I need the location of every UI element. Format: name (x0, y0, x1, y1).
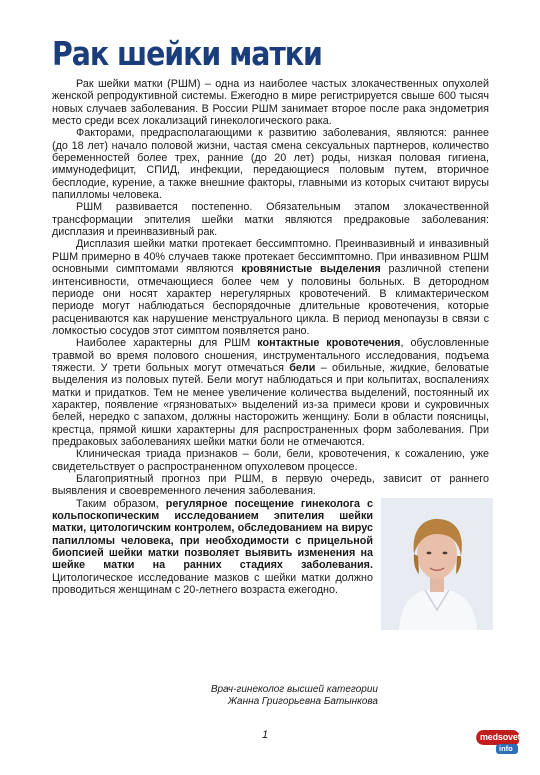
logo-sub-text: info (499, 744, 513, 753)
page-title: Рак шейки матки (52, 34, 322, 73)
paragraph-text: РШМ развивается постепенно. Обязательным этапом злокачественной трансформации эпителия шейки матки являются предраковые заболевания: дисплазия и преинвазивный рак. (52, 201, 489, 239)
page-number: 1 (262, 729, 269, 741)
emphasis-text: кровянистые выделения (241, 263, 381, 276)
paragraph-text: Рак шейки матки (РШМ) – одна из наиболее частых злокачественных опухолей женской репродуктивной системы. Ежегодно в мире регистрируется свыше 600 тысяч новых случаев заболевания. В России РШМ занимает второе после рака эндометрия место среди всех локализаций гинекологического рака. (52, 78, 489, 128)
signature (0, 684, 378, 708)
emphasis-text: регулярное посещение гинеколога с кольпоскопическим исследованием эпителия шейки матки, цитологичским контролем, обследованием на вирус папилломы человека, при необходимости с прицельной биопсией шейки матки позволяет выявить изменения на шейке матки на ранних стадиях заболевания. (52, 497, 374, 572)
paragraph-text: Таким образом, (76, 497, 166, 510)
paragraph-text: Наиболее характерны для РШМ (76, 337, 258, 350)
paragraph (52, 473, 489, 498)
article-body (52, 78, 489, 632)
doctor-photo (381, 498, 493, 630)
paragraph (52, 78, 489, 127)
paragraph-text: Факторами, предрасполагающими к развитию заболевания, являются: раннее (до 18 лет) начало половой жизни, частая смена сексуальных партнеров, количество беременностей более трех, ранние (до 20 лет) роды, низкая половая гигиена, иммунодефицит, СПИД, инфекции, передающиеся половым путем, вторичное бесплодие, курение, а также внешние факторы, главными из которых считают вирусы папилломы человека. (52, 127, 489, 202)
logo-main-text: medsovet (480, 732, 521, 742)
paragraph (52, 127, 489, 201)
paragraph (52, 448, 489, 473)
paragraph-text: Цитологическое исследование мазков с шейки матки должно проводиться женщинам с 20-летнего возраста ежегодно. (52, 571, 373, 597)
emphasis-text: бели (289, 361, 316, 374)
emphasis-text: контактные кровотечения (257, 337, 401, 350)
paragraph-text: , обусловленные травмой во время полового сношения, инструментального исследования, подъема тяжести. У трети больных могут отмечаться (52, 337, 489, 374)
medsovet-logo[interactable] (476, 730, 524, 756)
paragraph (52, 498, 489, 597)
signature-name: Жанна Григорьевна Батынкова (227, 696, 378, 707)
paragraph-text: Дисплазия шейки матки протекает бессимптомно. Преинвазивный и инвазивный РШМ примерно в 40% случаев также протекает бессимптомно. При инвазивном РШМ основными симптомами являются (52, 238, 489, 276)
paragraph-text: Клиническая триада признаков – боли, бели, кровотечения, к сожалению, уже свидетельствует о распространенном опухолевом процессе. (52, 448, 489, 473)
paragraph (52, 337, 489, 448)
paragraph-text: различной степени интенсивности, отмечающиеся более чем у половины больных. В детородном периоде они носят характер нерегулярных кровотечений. В климактерическом периоде могут наблюдаться беспорядочные длительные кровотечения, которые расцениваются как нарушение менструального цикла. В период менопаузы в связи с ломкостью сосудов этот симптом появляется рано. (52, 263, 489, 337)
paragraph (52, 201, 489, 238)
paragraph (52, 238, 489, 337)
paragraph-text: – обильные, жидкие, беловатые выделения из половых путей. Бели могут наблюдаться и при кольпитах, воспалениях матки и придатков. Тем не менее увеличение количества выделений, постоянный их характер, появление «грязноватых» выделений из-за примеси крови и сукровичных белей, нередко с запахом, должны насторожить женщину. Боли в области поясницы, крестца, прямой кишки характерны для распространенных форм заболевания. При предраковых заболеваниях шейки матки боли не отмечаются. (52, 361, 489, 448)
paragraph-text: Благоприятный прогноз при РШМ, в первую очередь, зависит от раннего выявления и своевременного лечения заболевания. (52, 473, 489, 498)
signature-title: Врач-гинеколог высшей категории (210, 684, 378, 695)
